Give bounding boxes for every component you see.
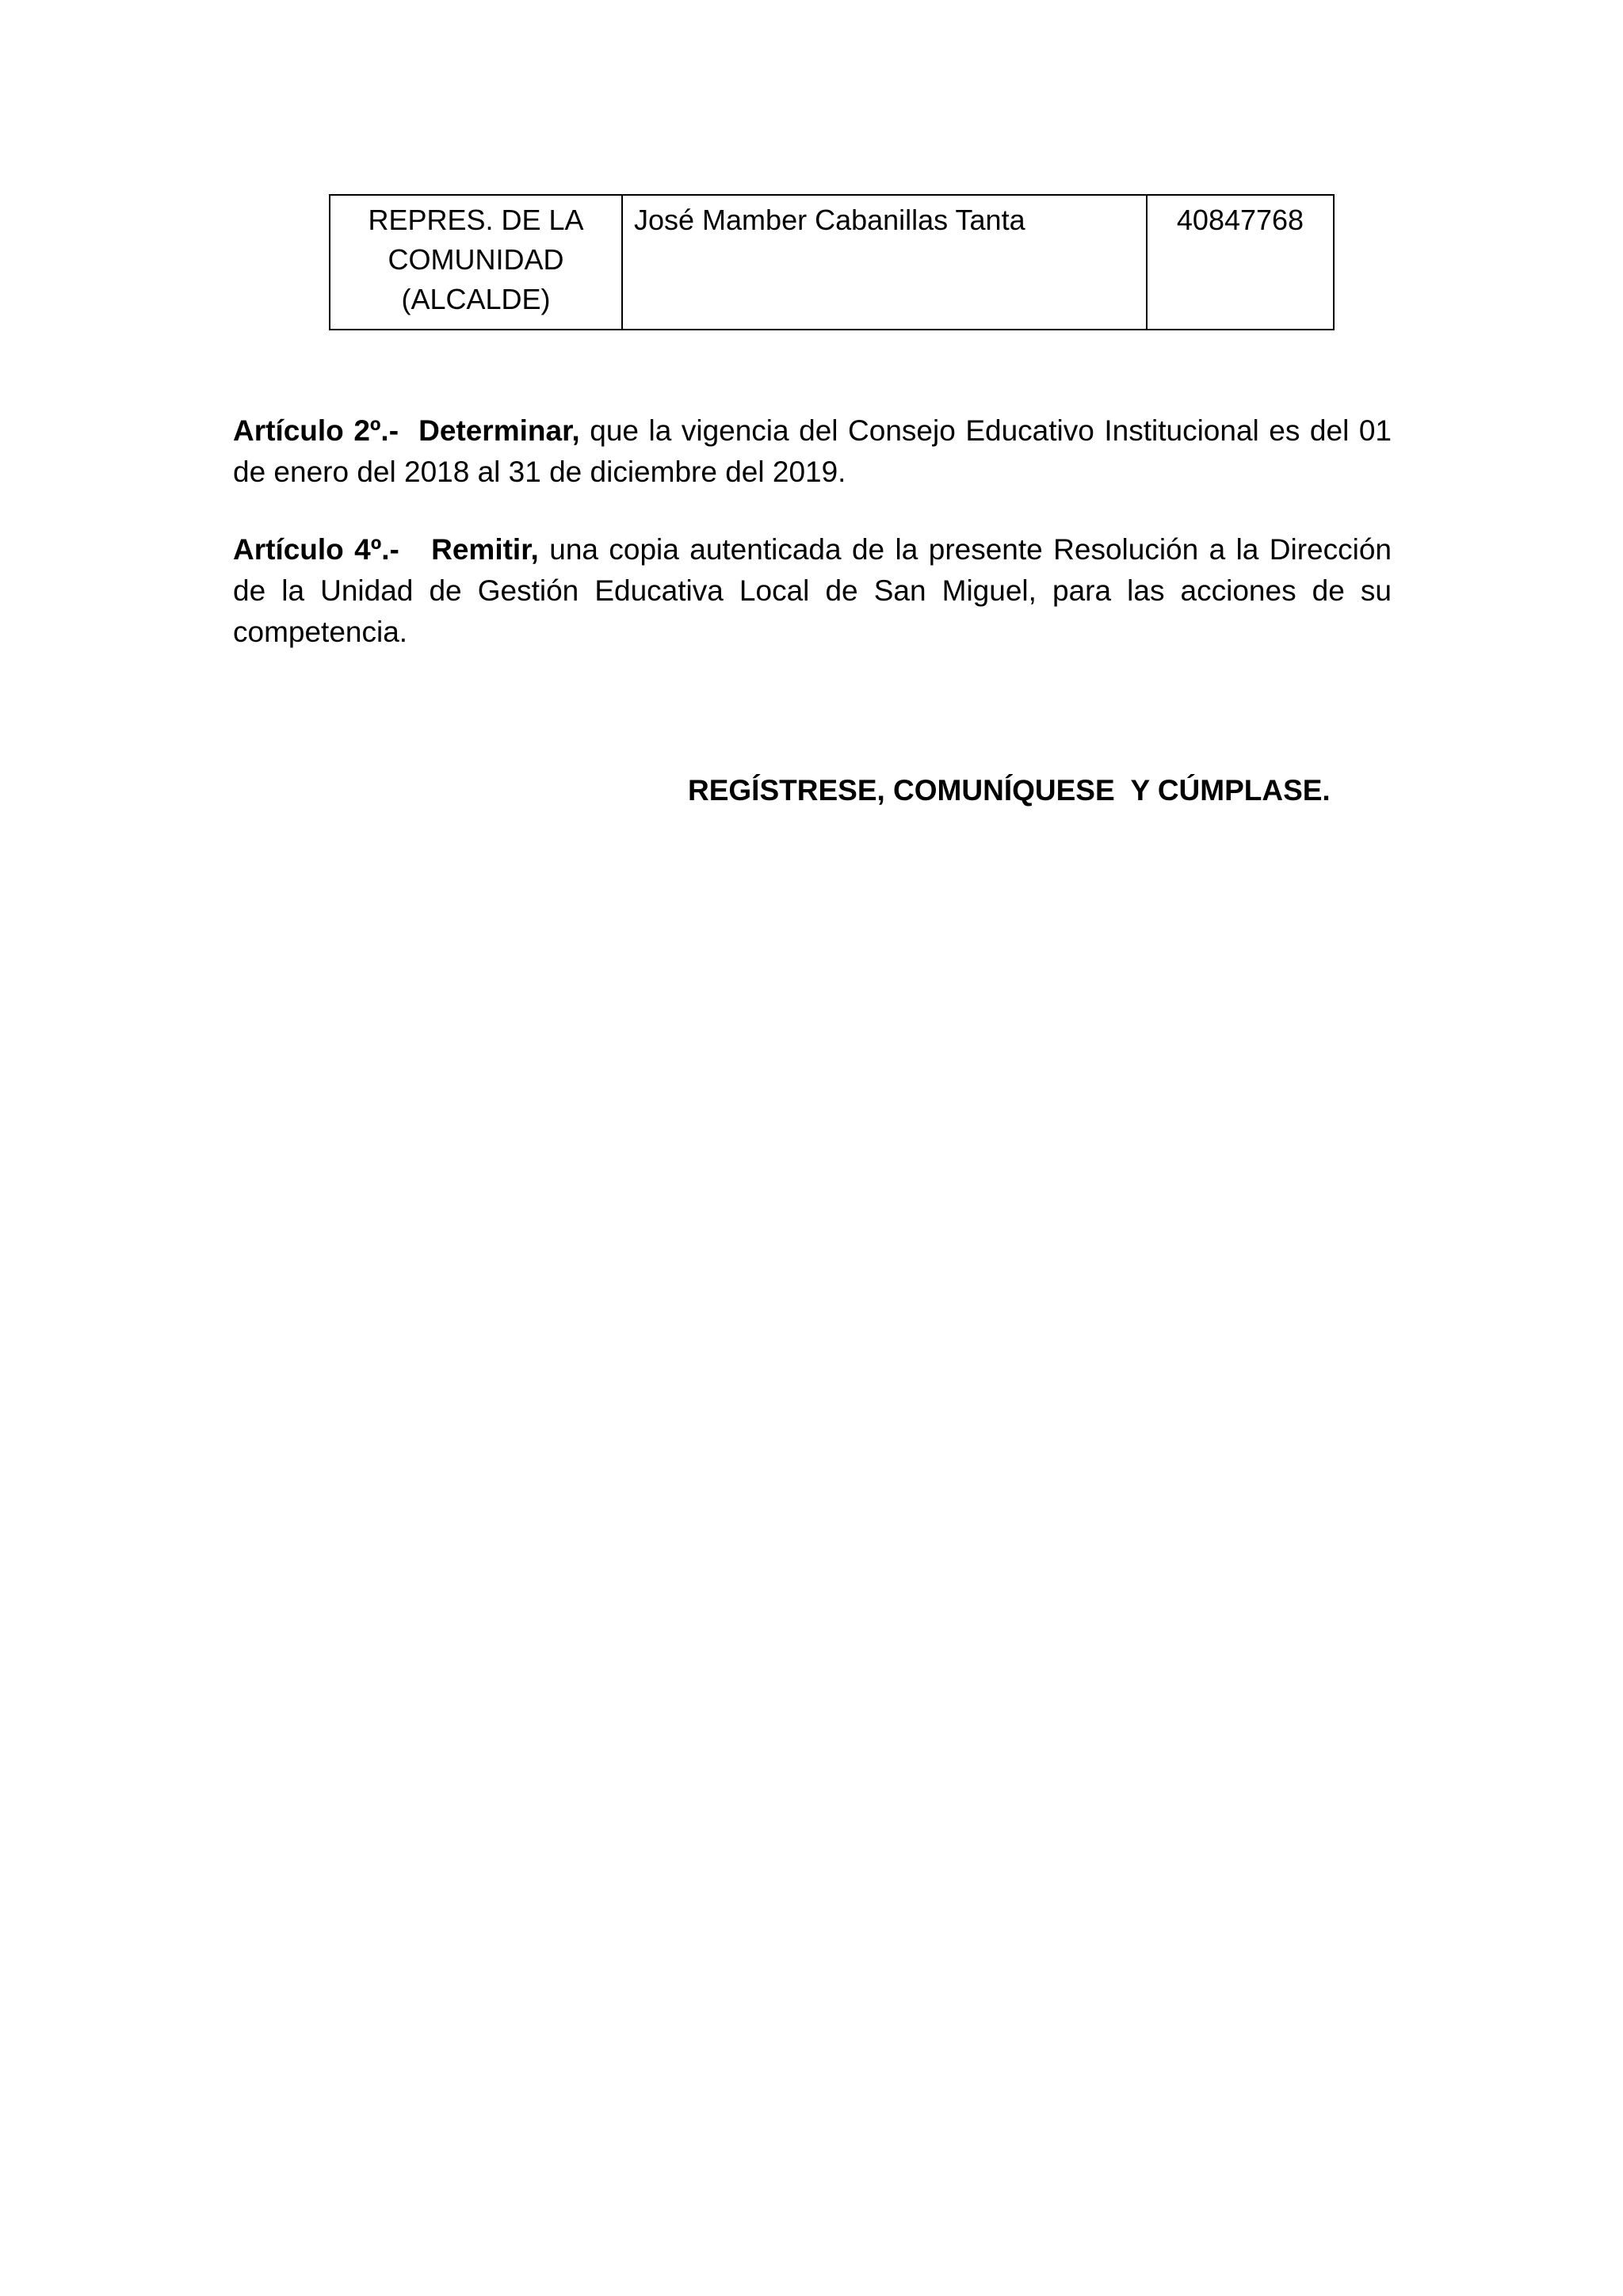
role-line: COMUNIDAD bbox=[388, 243, 564, 276]
table-row bbox=[330, 195, 1334, 330]
role-line: (ALCALDE) bbox=[401, 283, 551, 315]
article-4-verb: Remitir, bbox=[431, 533, 539, 566]
article-4-text: una copia autenticada de la presente Resolución a la Dirección de la Unidad de Gestión Educativa Local de San Miguel, para las acciones de su competencia. bbox=[233, 533, 1392, 648]
closing-statement: REGÍSTRESE, COMUNÍQUESE Y CÚMPLASE. bbox=[688, 774, 1331, 807]
member-id-cell: 40847768 bbox=[1147, 195, 1334, 330]
article-2-label: Artículo 2º.- bbox=[233, 414, 399, 447]
article-2-paragraph bbox=[233, 410, 1392, 493]
role-line: REPRES. DE LA bbox=[368, 204, 584, 236]
article-4-label: Artículo 4º.- bbox=[233, 533, 399, 566]
article-2-verb: Determinar, bbox=[418, 414, 580, 447]
members-table bbox=[329, 194, 1335, 330]
member-name-cell: José Mamber Cabanillas Tanta bbox=[622, 195, 1147, 330]
role-cell bbox=[330, 195, 622, 330]
article-4-paragraph bbox=[233, 529, 1392, 653]
article-2-text: que la vigencia del Consejo Educativo Institucional es del 01 de enero del 2018 al 31 de diciembre del 2019. bbox=[233, 414, 1392, 488]
